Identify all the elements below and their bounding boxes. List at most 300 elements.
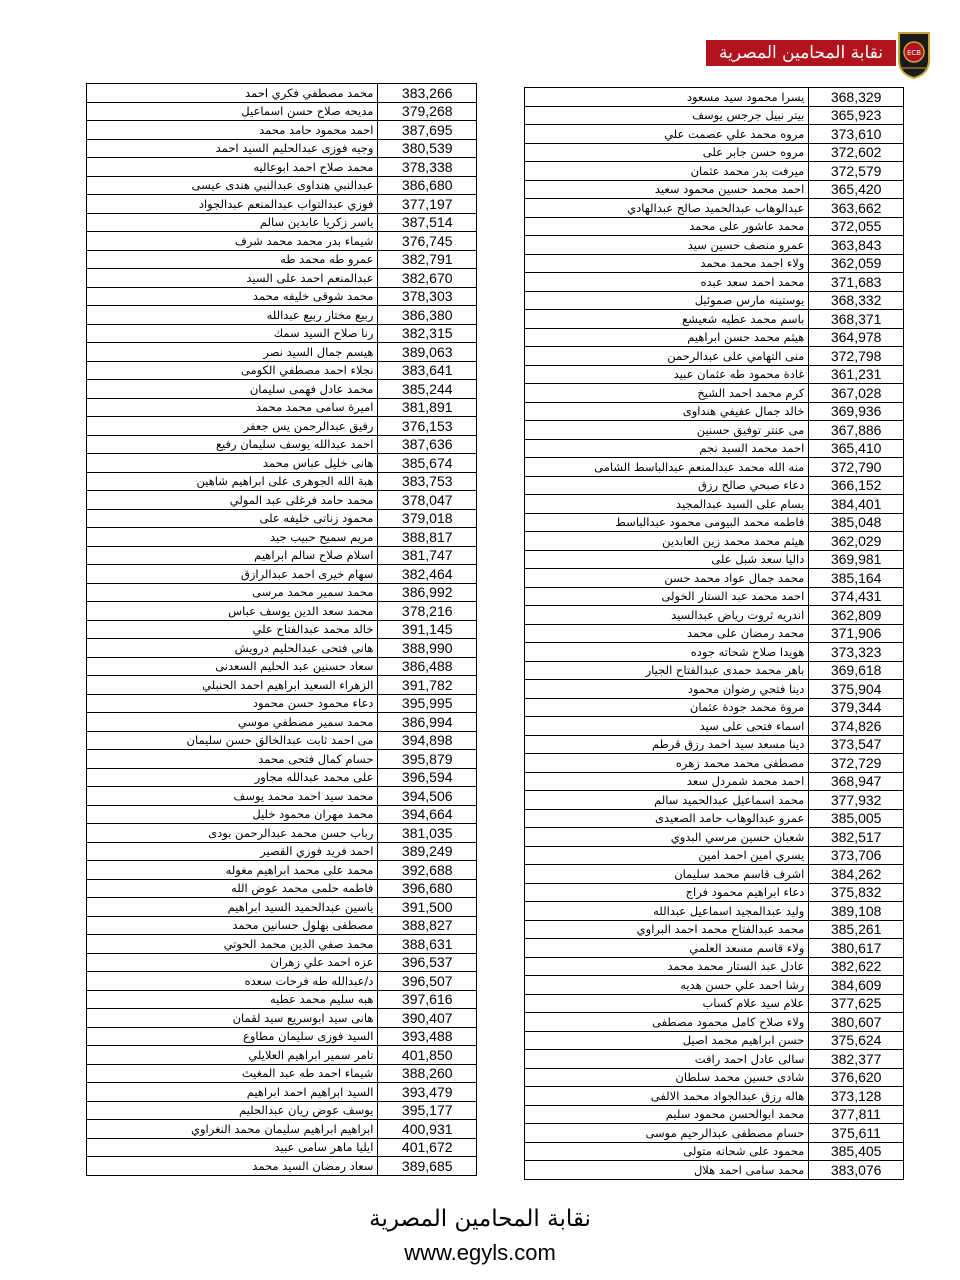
member-name: شيماء بدر محمد محمد شرف — [87, 232, 378, 251]
registration-number: 378,216 — [378, 602, 477, 621]
registration-number: 375,832 — [809, 883, 904, 902]
member-name: ربيع مختار ربيع عبدالله — [87, 306, 378, 325]
member-name: غادة محمود طه عثمان عبيد — [525, 365, 809, 384]
registration-number: 386,488 — [378, 657, 477, 676]
table-row — [87, 213, 477, 232]
member-name: السيد فوزى سليمان مطاوع — [87, 1027, 378, 1046]
table-row — [87, 195, 477, 214]
registration-number: 394,898 — [378, 731, 477, 750]
registration-number: 361,231 — [809, 365, 904, 384]
registration-number: 369,981 — [809, 550, 904, 569]
table-row — [87, 509, 477, 528]
table-row — [87, 990, 477, 1009]
member-name: هاله رزق عبدالجواد محمد الالفى — [525, 1087, 809, 1106]
member-name: مديحه صلاح حسن اسماعيل — [87, 102, 378, 121]
member-name: محمد صفي الدين محمد الحوتي — [87, 935, 378, 954]
registration-number: 372,602 — [809, 143, 904, 162]
registration-number: 367,028 — [809, 384, 904, 403]
member-name: شادى حسين محمد سلطان — [525, 1068, 809, 1087]
table-row — [87, 528, 477, 547]
member-name: خالد محمد عبدالفتاح علي — [87, 620, 378, 639]
table-row — [525, 754, 904, 773]
registration-number: 396,594 — [378, 768, 477, 787]
registration-number: 396,537 — [378, 953, 477, 972]
table-row — [87, 1009, 477, 1028]
registration-number: 393,488 — [378, 1027, 477, 1046]
registration-number: 381,891 — [378, 398, 477, 417]
table-row — [525, 88, 904, 107]
table-row — [525, 994, 904, 1013]
registration-number: 379,018 — [378, 509, 477, 528]
registration-number: 390,407 — [378, 1009, 477, 1028]
table-row — [87, 879, 477, 898]
registration-number: 378,303 — [378, 287, 477, 306]
table-row — [525, 273, 904, 292]
member-name: محمد مهران محمود خليل — [87, 805, 378, 824]
member-name: يوسف عوض ريان عبدالحليم — [87, 1101, 378, 1120]
member-name: ولاء صلاح كامل محمود مصطفى — [525, 1013, 809, 1032]
registration-number: 381,035 — [378, 824, 477, 843]
table-row — [87, 250, 477, 269]
registration-number: 394,506 — [378, 787, 477, 806]
member-name: محمد عبدالفتاح محمد احمد البراوي — [525, 920, 809, 939]
table-row — [87, 84, 477, 103]
registration-number: 391,500 — [378, 898, 477, 917]
member-name: وليد عبدالمجيد اسماعيل عبدالله — [525, 902, 809, 921]
registration-number: 372,729 — [809, 754, 904, 773]
registration-number: 400,931 — [378, 1120, 477, 1139]
member-name: حسن ابراهيم محمد اصيل — [525, 1031, 809, 1050]
table-row — [525, 254, 904, 273]
table-row — [525, 532, 904, 551]
table-row — [525, 957, 904, 976]
table-row — [525, 180, 904, 199]
member-name: دعاء صبحي صالح رزق — [525, 476, 809, 495]
registration-number: 389,685 — [378, 1157, 477, 1176]
member-name: سهام خيرى احمد عبدالرازق — [87, 565, 378, 584]
registration-number: 389,063 — [378, 343, 477, 362]
member-name: محمد ابوالحسن محمود سليم — [525, 1105, 809, 1124]
member-name: رنا صلاح السيد سمك — [87, 324, 378, 343]
registration-number: 392,688 — [378, 861, 477, 880]
table-row — [87, 953, 477, 972]
registration-number: 396,507 — [378, 972, 477, 991]
table-row — [87, 639, 477, 658]
registration-number: 386,380 — [378, 306, 477, 325]
table-row — [87, 232, 477, 251]
table-row — [525, 328, 904, 347]
member-name: باسم محمد عطيه شعيشع — [525, 310, 809, 329]
table-row — [87, 972, 477, 991]
registration-number: 377,197 — [378, 195, 477, 214]
registration-number: 365,410 — [809, 439, 904, 458]
member-name: السيد ابراهيم احمد ابراهيم — [87, 1083, 378, 1102]
member-name: فاطمه حلمى محمد عوض الله — [87, 879, 378, 898]
member-name: عمرو منصف حسين سيد — [525, 236, 809, 255]
registration-number: 383,266 — [378, 84, 477, 103]
registration-number: 371,683 — [809, 273, 904, 292]
member-name: بسام على السيد عبدالمجيد — [525, 495, 809, 514]
member-name: محمد رمضان على محمد — [525, 624, 809, 643]
table-row — [525, 772, 904, 791]
registration-number: 385,244 — [378, 380, 477, 399]
member-name: فاطمه محمد البيومى محمود عبدالباسط — [525, 513, 809, 532]
members-table-left — [86, 83, 477, 1176]
table-row — [87, 546, 477, 565]
table-row — [525, 513, 904, 532]
table-row — [525, 569, 904, 588]
table-row — [525, 883, 904, 902]
table-row — [525, 587, 904, 606]
member-name: مريم سميح حبيب جيد — [87, 528, 378, 547]
member-name: هبه سليم محمد عطيه — [87, 990, 378, 1009]
member-name: رشا احمد علي حسن هديه — [525, 976, 809, 995]
registration-number: 386,680 — [378, 176, 477, 195]
member-name: محمد عاشور على محمد — [525, 217, 809, 236]
table-row — [87, 657, 477, 676]
member-name: هيثم محمد محمد زين العابدين — [525, 532, 809, 551]
table-row — [87, 842, 477, 861]
registration-number: 363,662 — [809, 199, 904, 218]
registration-number: 375,611 — [809, 1124, 904, 1143]
member-name: كرم محمد احمد الشيخ — [525, 384, 809, 403]
member-name: عادل عبد الستار محمد محمد — [525, 957, 809, 976]
registration-number: 371,906 — [809, 624, 904, 643]
registration-number: 383,753 — [378, 472, 477, 491]
table-row — [87, 565, 477, 584]
member-name: تامر سمير ابراهيم العلايلي — [87, 1046, 378, 1065]
table-row — [87, 1138, 477, 1157]
registration-number: 389,108 — [809, 902, 904, 921]
member-name: هانى سيد ابوسريع سيد لقمان — [87, 1009, 378, 1028]
table-row — [87, 287, 477, 306]
registration-number: 383,076 — [809, 1161, 904, 1180]
table-row — [525, 606, 904, 625]
svg-text:ECB: ECB — [906, 49, 922, 57]
registration-number: 376,745 — [378, 232, 477, 251]
registration-number: 385,005 — [809, 809, 904, 828]
table-row — [525, 1013, 904, 1032]
table-row — [525, 624, 904, 643]
registration-number: 366,152 — [809, 476, 904, 495]
registration-number: 368,329 — [809, 88, 904, 107]
member-name: ولاء احمد محمد محمد — [525, 254, 809, 273]
registration-number: 377,932 — [809, 791, 904, 810]
member-name: محمد سمير مصطفي موسي — [87, 713, 378, 732]
table-row — [525, 495, 904, 514]
table-row — [87, 1083, 477, 1102]
table-row — [525, 846, 904, 865]
member-name: ميرفت بدر محمد عثمان — [525, 162, 809, 181]
table-row — [525, 661, 904, 680]
registration-number: 365,420 — [809, 180, 904, 199]
member-name: محمد سيد احمد محمد يوسف — [87, 787, 378, 806]
table-row — [525, 1124, 904, 1143]
member-name: رباب حسن محمد عبدالرحمن بودى — [87, 824, 378, 843]
table-row — [87, 583, 477, 602]
table-row — [87, 824, 477, 843]
member-name: مروة محمد جودة عثمان — [525, 698, 809, 717]
table-row — [87, 1101, 477, 1120]
table-row — [87, 361, 477, 380]
member-name: مصطفى بهلول حسانين محمد — [87, 916, 378, 935]
registration-number: 365,923 — [809, 106, 904, 125]
table-row — [525, 809, 904, 828]
registration-number: 388,631 — [378, 935, 477, 954]
table-row — [525, 550, 904, 569]
member-name: ايليا ماهر سامى عبيد — [87, 1138, 378, 1157]
registration-number: 369,618 — [809, 661, 904, 680]
registration-number: 368,947 — [809, 772, 904, 791]
registration-number: 391,782 — [378, 676, 477, 695]
member-name: حسام مصطفى عبدالرحيم موسى — [525, 1124, 809, 1143]
registration-number: 380,539 — [378, 139, 477, 158]
registration-number: 372,798 — [809, 347, 904, 366]
table-row — [525, 291, 904, 310]
member-name: منى التهامي على عبدالرحمن — [525, 347, 809, 366]
member-name: محمد حامد فرغلى عبد المولي — [87, 491, 378, 510]
table-row — [87, 102, 477, 121]
table-row — [525, 384, 904, 403]
table-row — [525, 920, 904, 939]
member-name: محمد احمد سعد عبده — [525, 273, 809, 292]
table-row — [525, 217, 904, 236]
registration-number: 382,377 — [809, 1050, 904, 1069]
table-row — [525, 476, 904, 495]
table-row — [87, 935, 477, 954]
table-row — [87, 1064, 477, 1083]
table-row — [525, 828, 904, 847]
registration-number: 388,827 — [378, 916, 477, 935]
member-name: داليا سعد شبل على — [525, 550, 809, 569]
member-name: نجلاء احمد مصطفي الكومى — [87, 361, 378, 380]
registration-number: 384,262 — [809, 865, 904, 884]
table-row — [87, 158, 477, 177]
table-row — [87, 1027, 477, 1046]
table-row — [87, 306, 477, 325]
member-name: اسماء فتحى على سيد — [525, 717, 809, 736]
table-row — [525, 199, 904, 218]
table-row — [525, 125, 904, 144]
table-row — [87, 435, 477, 454]
member-name: محمد سامى احمد هلال — [525, 1161, 809, 1180]
table-row — [525, 458, 904, 477]
member-name: مروه حسن جابر على — [525, 143, 809, 162]
registration-number: 385,164 — [809, 569, 904, 588]
member-name: سعاد رمضان السيد محمد — [87, 1157, 378, 1176]
registration-number: 394,664 — [378, 805, 477, 824]
member-name: يسرا محمود سيد مسعود — [525, 88, 809, 107]
table-row — [525, 162, 904, 181]
member-name: سعاد حسنين عبد الحليم السعدنى — [87, 657, 378, 676]
member-name: عبدالمنعم احمد على السيد — [87, 269, 378, 288]
member-name: دعاء ابراهيم محمود فراج — [525, 883, 809, 902]
registration-number: 372,790 — [809, 458, 904, 477]
member-name: اشرف قاسم محمد سليمان — [525, 865, 809, 884]
table-row — [525, 791, 904, 810]
member-name: منه الله محمد عبدالمنعم عبدالباسط الشامى — [525, 458, 809, 477]
registration-number: 395,995 — [378, 694, 477, 713]
registration-number: 373,547 — [809, 735, 904, 754]
table-row — [87, 676, 477, 695]
registration-number: 372,055 — [809, 217, 904, 236]
member-name: مى احمد ثابت عبدالخالق حسن سليمان — [87, 731, 378, 750]
registration-number: 387,636 — [378, 435, 477, 454]
member-name: محمد على محمد ابراهيم مغوله — [87, 861, 378, 880]
footer-url[interactable]: www.egyls.com — [404, 1240, 556, 1265]
member-name: هبة الله الجوهرى على ابراهيم شاهين — [87, 472, 378, 491]
registration-number: 380,617 — [809, 939, 904, 958]
member-name: محمد سمير محمد مرسى — [87, 583, 378, 602]
table-row — [87, 491, 477, 510]
registration-number: 377,625 — [809, 994, 904, 1013]
registration-number: 375,624 — [809, 1031, 904, 1050]
registration-number: 384,609 — [809, 976, 904, 995]
registration-number: 385,405 — [809, 1142, 904, 1161]
member-name: باهر محمد حمدى عبدالفتاح الجيار — [525, 661, 809, 680]
registration-number: 386,994 — [378, 713, 477, 732]
members-table-right — [524, 87, 904, 1180]
member-name: احمد محمود حامد محمد — [87, 121, 378, 140]
table-row — [525, 439, 904, 458]
table-row — [525, 236, 904, 255]
registration-number: 389,249 — [378, 842, 477, 861]
table-row — [87, 898, 477, 917]
logo-text: نقابة المحامين المصرية — [706, 40, 896, 66]
table-row — [525, 939, 904, 958]
registration-number: 373,128 — [809, 1087, 904, 1106]
member-name: مصطفى محمد محمد زهره — [525, 754, 809, 773]
registration-number: 378,047 — [378, 491, 477, 510]
registration-number: 375,904 — [809, 680, 904, 699]
table-row — [525, 421, 904, 440]
table-row — [525, 1068, 904, 1087]
member-name: وجيه فوزى عبدالحليم السيد احمد — [87, 139, 378, 158]
registration-number: 373,323 — [809, 643, 904, 662]
member-name: د/عبدالله طه فرحات سعده — [87, 972, 378, 991]
registration-number: 385,261 — [809, 920, 904, 939]
table-row — [87, 472, 477, 491]
member-name: حسام كمال فتحى محمد — [87, 750, 378, 769]
member-name: ياسين عبدالحميد السيد ابراهيم — [87, 898, 378, 917]
member-name: عبدالنبي هنداوى عبدالنبي هندى عيسى — [87, 176, 378, 195]
member-name: محمود زناتى خليفه على — [87, 509, 378, 528]
member-name: رفيق عبدالرحمن يس جعفر — [87, 417, 378, 436]
registration-number: 401,850 — [378, 1046, 477, 1065]
registration-number: 382,315 — [378, 324, 477, 343]
registration-number: 381,747 — [378, 546, 477, 565]
member-name: محمد جمال عواد محمد حسن — [525, 569, 809, 588]
registration-number: 368,332 — [809, 291, 904, 310]
table-row — [87, 620, 477, 639]
member-name: اسلام صلاح سالم ابراهيم — [87, 546, 378, 565]
table-row — [87, 694, 477, 713]
table-row — [525, 735, 904, 754]
table-row — [525, 865, 904, 884]
member-name: هيسم جمال السيد نصر — [87, 343, 378, 362]
table-row — [525, 365, 904, 384]
member-name: بيتر نبيل جرجس يوسف — [525, 106, 809, 125]
registration-number: 382,464 — [378, 565, 477, 584]
member-name: محمد مصطفي فكري احمد — [87, 84, 378, 103]
table-row — [87, 417, 477, 436]
table-row — [87, 602, 477, 621]
table-row — [87, 768, 477, 787]
registration-number: 367,886 — [809, 421, 904, 440]
table-row — [87, 121, 477, 140]
registration-number: 374,826 — [809, 717, 904, 736]
member-name: يسري امين احمد امين — [525, 846, 809, 865]
registration-number: 379,268 — [378, 102, 477, 121]
table-row — [525, 1087, 904, 1106]
table-row — [87, 861, 477, 880]
registration-number: 387,695 — [378, 121, 477, 140]
footer-title: نقابة المحامين المصرية — [369, 1206, 591, 1232]
registration-number: 386,992 — [378, 583, 477, 602]
table-row — [525, 698, 904, 717]
table-row — [87, 176, 477, 195]
registration-number: 362,029 — [809, 532, 904, 551]
table-row — [87, 398, 477, 417]
table-row — [525, 1142, 904, 1161]
member-name: علام سيد علام كساب — [525, 994, 809, 1013]
registration-number: 382,791 — [378, 250, 477, 269]
registration-number: 364,978 — [809, 328, 904, 347]
registration-number: 395,879 — [378, 750, 477, 769]
registration-number: 382,517 — [809, 828, 904, 847]
member-name: محمد سعد الدين يوسف عباس — [87, 602, 378, 621]
registration-number: 376,153 — [378, 417, 477, 436]
registration-number: 362,059 — [809, 254, 904, 273]
member-name: هانى خليل عباس محمد — [87, 454, 378, 473]
member-name: محمد عادل فهمى سليمان — [87, 380, 378, 399]
table-row — [87, 324, 477, 343]
registration-number: 396,680 — [378, 879, 477, 898]
member-name: يوستينه مارس صموئيل — [525, 291, 809, 310]
table-row — [87, 713, 477, 732]
table-row — [525, 717, 904, 736]
registration-number: 362,809 — [809, 606, 904, 625]
registration-number: 376,620 — [809, 1068, 904, 1087]
registration-number: 377,811 — [809, 1105, 904, 1124]
table-row — [525, 402, 904, 421]
member-name: شعبان حسين مرسي البدوي — [525, 828, 809, 847]
registration-number: 369,936 — [809, 402, 904, 421]
member-name: هيثم محمد حسن ابراهيم — [525, 328, 809, 347]
table-row — [87, 269, 477, 288]
registration-number: 388,817 — [378, 528, 477, 547]
member-name: احمد فريد فوزي القصير — [87, 842, 378, 861]
registration-number: 401,672 — [378, 1138, 477, 1157]
member-name: احمد محمد السيد نجم — [525, 439, 809, 458]
member-name: هانى فتحى عبدالحليم درويش — [87, 639, 378, 658]
registration-number: 385,048 — [809, 513, 904, 532]
member-name: محمود على شحاته متولى — [525, 1142, 809, 1161]
member-name: على محمد عبدالله مجاور — [87, 768, 378, 787]
registration-number: 373,706 — [809, 846, 904, 865]
member-name: ولاء قاسم مسعد العلمي — [525, 939, 809, 958]
shield-emblem-icon — [896, 30, 932, 80]
registration-number: 368,371 — [809, 310, 904, 329]
member-name: عمرو عبدالوهاب حامد الصعيدى — [525, 809, 809, 828]
table-row — [525, 347, 904, 366]
table-row — [87, 750, 477, 769]
registration-number: 373,610 — [809, 125, 904, 144]
member-name: الزهراء السعيد ابراهيم احمد الحنبلي — [87, 676, 378, 695]
table-row — [87, 343, 477, 362]
registration-number: 383,641 — [378, 361, 477, 380]
registration-number: 374,431 — [809, 587, 904, 606]
